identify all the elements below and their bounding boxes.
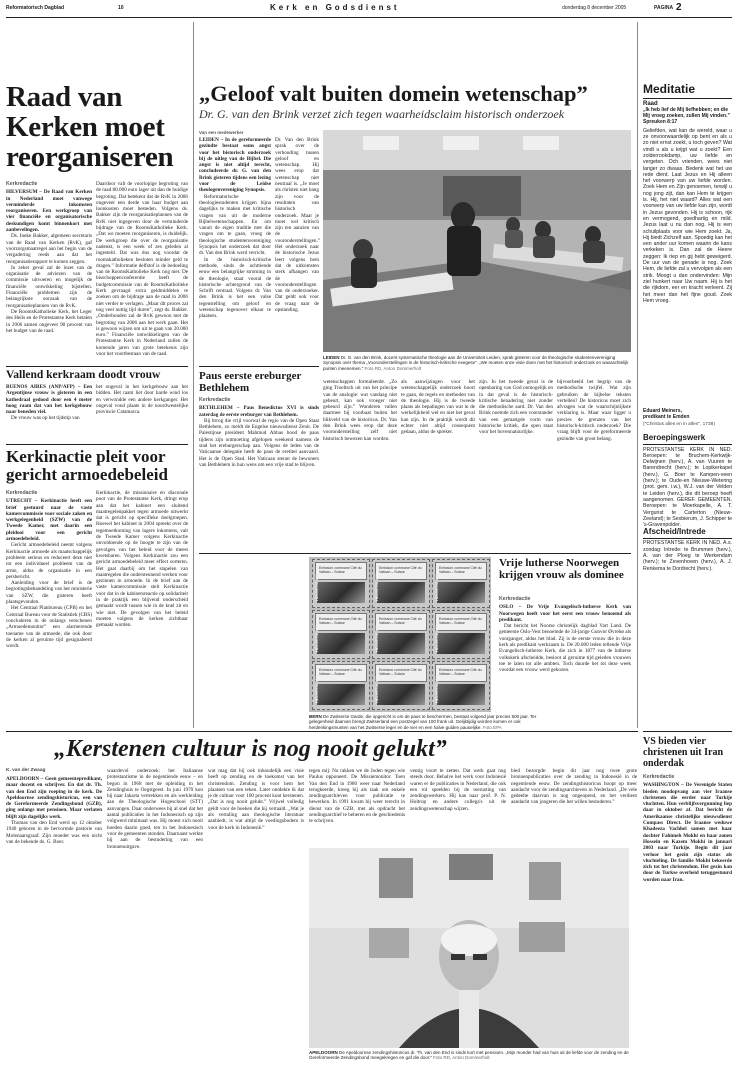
stamps-photo-credit: Foto EPA — [482, 724, 502, 730]
masthead-section: Kerk en Godsdienst — [270, 3, 400, 12]
kerkinactie-rule — [6, 444, 188, 445]
kerstenen-col-1 — [6, 776, 102, 1062]
kerstenen-headline: „Kerstenen cultuur is nog nooit gelukt” — [54, 736, 447, 762]
stamp-picture — [377, 633, 425, 654]
geloof-col4-text: als aanwijzingen voor het wetenschappelijk onderzoek hoort te gaan, de regels en methoden van de theologie. Hij is de tweede plaats als bepalingen van wat in de werkelijkheid wel en niet het geval kan zijn. In de praktijk wordt dit echter niet altijd consequent gedaan, aldus de spreker. — [401, 379, 475, 436]
vallend-p1: De vrouw was op het tijdstip van — [11, 415, 80, 422]
stamp-header — [375, 664, 427, 682]
stamp-header — [315, 664, 367, 682]
meditatie-rule — [643, 98, 732, 99]
afscheid-text: PROTESTANTSE KERK IN NED. A.s. zondag: Intrede: te Brummen (herv.), A. van der Ploeg te Werkendam (herv.); te Zevenhoven (herv.), A. J. Renkema te Dordrecht (herv.). — [643, 540, 732, 572]
stamp-header-text: Emission commune Cité du Vatican – Suisse — [439, 617, 482, 625]
meditatie-title: Meditatie — [643, 82, 696, 96]
vrije-lead: OSLO – De Vrije Evangelisch-lutherse Kerk van Noorwegen heeft voor het eerst een vrouw benoemd als predikant. — [499, 604, 631, 623]
portrait-photo-image — [309, 848, 629, 1048]
stamp — [312, 610, 370, 659]
paus-text: Bij brrog die vrijl voorwal de regio van de Open Staat Bethlehem, zo meldt de Engelse nieuwsdienst Zenit. De Palestijnse president Mahmud Abbas bood de paus tijdens zijn ontmoeting afgelopen weekend namens de stad het ereburgerschap aan. Volgens de leden van de Vaticaanse delegatie heeft de paus de eretitel aanvaard. Het is de Open Stad. Het Vaticaan steunt de bewoners van Bethlehem in hun wens om een vrije stad te blijven. — [199, 417, 319, 468]
kerstenen-col3-text: wat mag dat hij ook inhoudelijk een visie heeft op zending en de toekomst van het christendom. Zending is voor hem het plaatsen van een teken. Later ontdekte ik dat je de cultuur voor 100 procent kunt kerstenen. „Dat is nog nooit gelukt.” Vrijwel volledig geldt voor de boeken die hij vertaald. „Wat je als vertaling aan theologische literatuur aanbiedt, is wat altijd de voedingsbodem is voor de kerk in Indonesië.” — [208, 768, 304, 831]
geloof-col5-text: zijn. In het tweede geval is de openbaring van God onmogelijk en in dat geval is de historisch-kritische benadering niet zonder die methodische aard. Dr. Van den Brink noemde zich een voorstander van een gematigde vorm van historische kritiek, die open staat voor het bovennatuurlijke. — [479, 379, 553, 436]
stamp-picture — [317, 633, 365, 654]
stamp-header — [375, 613, 427, 631]
meditatie-author: Eduard Meiners, — [643, 407, 682, 414]
kerstenen-col4-text: tegen mij: Nu rakken we de Joden tegen wie Paulus opponeert. De Missiemonitor. Toen Van den End in 1980 weer naar Nederland terugkeerde, kreeg hij als taak om enkele zendingsarchieven voor publicatie te bewerken. In 1991 kwam hij weer terecht in dienst van de GZB, met als opdracht het zendingsarchief te beheren en de geschiedenis te schrijven. — [309, 768, 405, 825]
meditatie-verse: „Ik heb lief de Mij liefhebben; en die Mij vroeg zoeken, zullen Mij vinden.” — [643, 106, 730, 119]
stamp-header-text: Emission commune Cité du Vatican – Suisse — [319, 617, 362, 625]
vs-headline: VS bieden vier christenen uit Iran onderdak — [643, 736, 723, 769]
stamp-picture — [437, 684, 485, 705]
masthead-page-number: 2 — [676, 2, 682, 13]
stamp-value: HELVETIA 100 — [374, 675, 379, 703]
stamp-header — [315, 562, 367, 580]
kerstenen-top-rule — [6, 731, 638, 732]
beroepingswerk-rule — [643, 444, 732, 445]
afscheid-body — [643, 540, 732, 584]
afscheid-title: Afscheid/Intrede — [643, 526, 706, 536]
raad-section: Kerkredactie — [6, 181, 38, 187]
meditatie-verse-ref: Spreuken 8:17 — [643, 118, 678, 125]
paus-rule — [199, 366, 319, 367]
kerkinactie-col-1 — [6, 490, 92, 728]
kerkinactie-p3: Het Centraal Planbureau (CPB) en het Centraal Bureau voor de Statistiek (CBS) concluderen in de onlangs verschenen „Armoedemonitor” een alarmerende toename van de armoede, die ook door de kerken al geruime tijd gesignaleerd wordt. — [6, 605, 93, 650]
masthead-page-label: PAGINA — [654, 5, 674, 11]
masthead — [6, 4, 732, 16]
stamp — [372, 610, 430, 659]
kerstenen-col-4 — [309, 768, 405, 844]
vallend-lead: BUENOS AIRES (ANP/AFP) – Een Argentijnse vrouw is gisteren in een kathedraal gedood door een 4 meter hoog raam dat van het kerkgebouw naar beneden viel. — [6, 384, 92, 416]
raad-headline: Raad van Kerken moet reorganiseren — [6, 81, 174, 173]
right-sidebar — [643, 22, 732, 728]
portrait-caption-label: APELDOORN — [309, 1050, 338, 1055]
kerkinactie-p1: Gericht armoedebeleid neemt volgens Kerkinactie armoede als maatschappelijk probleem serieus en reduceert deze niet tot een individueel probleem van de arme, aldus de organisatie in een persbericht. — [6, 542, 92, 580]
geloof-p1: Reformatorische theologiestudenten krijgen bijna dagelijks te maken met kritische vragen van uit de moderne Bijbelwetenschappen. En om vanuit de eigen traditie met die vragen om te gaan, vroeg de theologische studentenvereniging Synopsis het onderzoek dat door dr. Van den Brink werd verricht. — [199, 193, 271, 257]
masthead-left-page: 10 — [118, 5, 124, 11]
raad-col2-text: Daardoor valt de voorlopige begroting van de raad 80.000 euro lager uit dan de huidige begroting. Dat betekent dat de RvK in 2006 ongeveer een derde van haar budget aan loonkosten moet besteden. Volgens ds. Bakker zijn de reorganisatieplannen van de RvK niet ingegeven door de verminderde bijdrage van de RoomsKatholieke Kerk. „Dat we moeten reorganiseren, is duidelijk. De werkgroep die over de reorganisatie nadenkt, is een week of zes geleden al ingesteld. Dat was dus nog voordat de roomskatholieken besloten minder geld te dragen.” Informatie delfstof is de bedoeling van de RoomsKatholieke Kerk nog niet. De bisschoppenconferentie heeft de budgetcommissie van de RoomsKatholieke Kerk gevraagd extra geldmiddelen te zoeken om de bijdrage aan de raad in 2006 niet verder te verlagen. „Maar dit proces zal nog veel nuttig tijd duren”, zegt ds. Bakker. „Onderhouden zal de RvK gewoon met de begroting van 2006 aan het werk gaan. Het is gewoon wijzen om uit te gaan van 20.000 euro.” Financiële ontwikkelingen van de Protestantse Kerk in Nederland zullen de komende jaren van grote betekenis zijn voor het voortbestaan van de raad. — [96, 181, 188, 358]
raad-p1: Ds. Ineke Bakker, algemeen secretaris van de Raad van Kerken (RvK), gaf voorzorgsmaatregel aan het begin van de vergadering reeds aan dat het reorganisatierapport te komen zeggen. — [6, 233, 92, 265]
kerstenen-col2-text: waardevol onderzoek: het Italiaanse protestantisme in de negentiende eeuw – en begon in 1968 met de opleiding in het Zendinghuis te Oegstgeest. In juni 1970 kon hij naar Jakarta vertrekken en als werkleiding aan de Theologische Hogeschool (STT) aanvangen. Daar onderwees hij al snel dat het aantal publicaties in het Indonesisch op zijn volgwerd minimaal was. Hij moest zich nooit hoeden daarin goed, ten in het Indonesisch voor de gemeenten stonden. Daarnaast werkte hij aan de bestudering van een bronnenuitgave. — [107, 768, 203, 850]
portrait-caption-text: De Apeldoornse zendingshistoricus dr. Th. van den End is sinds kort met pensioen. „Mijn moeder had van huis uit de liefde voor de zending en de Gereformeerde Zendingsbond meegekregen en gaf die door.” — [309, 1050, 629, 1061]
portrait-photo-credit: Foto RD, Anton Dommerholt — [433, 1055, 490, 1061]
kerstenen-p1: Thomas van den End werd op 12 oktober 1940 geboren in de hervormde pastorie van Molenaarsgraaf. Zijn moeder was een nicht van de bekende ds. G. Boer. — [6, 820, 102, 845]
stamp-header-text: Emission commune Cité du Vatican – Suisse — [379, 617, 422, 625]
stamp-value: HELVETIA 100 — [314, 675, 319, 703]
vs-rule — [643, 731, 732, 732]
geloof-col6-text: bijvoorbeeld het begrip van de methodische twijfel. Wat zijn gebruiken de bijbelse teksten vertellen? De historicus moet zich afvragen wat de waarschijnlijkste verklaring is. Maar waar ligger u precies de grenzen van het historisch-kritisch onderzoek? Die vraag blijft voor de gereformeerde gezindte van groot belang. — [557, 379, 631, 442]
beroepingswerk-title: Beroepingswerk — [643, 432, 706, 442]
kerstenen-col-2 — [107, 768, 203, 1062]
kerstenen-lead: APELDOORN – Geen gemeentepredikant, maar docent en schrijver. En dat dr. Th. van den End zijn roeping in de kerk. De Apeldoornse zendingshistoricus, een van de Gereformeerde Zendingsbond (GZB), ging onlangs met pensioen. Maar verlaten blijft zijn dagelijks werk. — [6, 776, 102, 820]
stamp — [372, 559, 430, 608]
stamp-header — [435, 562, 487, 580]
raad-p3: De RoomsKatholieke Kerk, het Leger des Heils en de Protestantse Kerk betalen in 2006 samen ongeveer 90 procent van het budget van de raad. — [6, 308, 92, 334]
stamp — [312, 559, 370, 608]
stamp-picture — [437, 582, 485, 603]
stamp — [432, 661, 490, 710]
afscheid-rule — [643, 538, 732, 539]
geloof-col-1 — [199, 137, 271, 363]
kerstenen-col6-text: bied bezorgde: begin dit jaar nog twee grote bronnenpublicaties over de zending in Indonesië in de negentiende eeuw. De zendingshistoricus hoopt op meer aandacht voor de zendingsarchieven in Nederland. „De vele gedeelte daarvan is nog ongeopend, en het verdient aandacht van jongeren die het willen bestuderen.” — [511, 768, 637, 806]
stamp-header-text: Emission commune Cité du Vatican – Suisse — [319, 566, 362, 574]
kerkinactie-p2: Aanleiding voor de brief is de begrotingsbehandeling van het ministerie van SZW, die gisteren heeft plaatsgevonden. — [6, 580, 92, 606]
kerkinactie-col2-text: Kerkinactie, de missionaire en diaconale poot van de Protestantse Kerk, dringt erop aan dat het kabinet een sluitend maatregelenpakket tegen armoede uitwerkt dat is gericht op specifieke doelgroepen. Hoewel het kabinet in 2004 spreekt over de tegemoetkoming van lagere inkomens, valt de Tweede Kamer volgens Kerkinactie onvoldoende op de hoogte te zijn van de gevolgen van het beleid voor de meest kwetsbaren. Volgens Kerkinactie zou een gericht armoedebeleid meer effect sorteren. Het gaat daarbij om het stapelen van maatregelen die ondersteunend werken voor gezinnen in armoede. In de brief aan de vaste kamercommissie stelt Kerkinactie voor dat in de kabinetsreactie op solidariteit in de praktijk een blijvend onderscheid gemaakt wordt tussen wie in de knel zit en wie niet. De gevolgen van het beleid moeten volgens de kerken zichtbaar gemaakt worden. — [96, 490, 188, 629]
stamp-picture — [317, 582, 365, 603]
stamps-rule — [199, 553, 631, 554]
kerkinactie-lead: UTRECHT – Kerkinactie heeft een brief gestuurd naar de vaste kamercommissie voor sociale zaken en werkgelegenheid (SZW) van de Tweede Kamer, met daarin een pleidooi voor een gericht armoedebeleid. — [6, 498, 92, 543]
kerkinactie-section: Kerkredactie — [6, 490, 38, 496]
paus-section: Kerkredactie — [199, 397, 231, 403]
stamp-picture — [377, 684, 425, 705]
geloof-col2-text: Dr. Van den Brink sprak over de verhouding tussen geloof en wetenschap. Hij wees erop dat wetenschap niet neutraal is. „Je moet als christen niet bang zijn voor de resultaten van historisch onderzoek. Maar je moet wel kritisch zijn ten aanzien van de vooronderstellingen.” Het onderzoek naar de historische Jezus leert volgens hem dat de uitkomsten sterk afhangen van de vooronderstellingen van de onderzoeker. Dat geldt ook voor de vraag naar de opstanding. — [275, 137, 321, 314]
vallend-col-2 — [96, 384, 188, 424]
vs-text: WASHINGTON – De Verenigde Staten bieden noodopvang aan vier Iraanse christenen die eerder naar Turkije vluchtten. Hun verblijfsvergunning liep daar in oktober af. Dat bericht de Amerikaanse christelijke nieuwsdienst Compass Direct. De Iraanse weduwe Khadeeza Vachhel samen met haar dochter Fahimeh Mokhi en haar zonen Hossein en Kazem Mokhi in januari 2003 naar Turkije. Begin dit jaar verloor het gezin zijn status als vluchteling. De familie Mokhi bekeerde zich tot het christendom. Het gezin kan door de Turkse overheid teruggestuurd worden naar Iran. — [643, 782, 732, 883]
vrije-body — [499, 596, 631, 714]
stamp — [432, 610, 490, 659]
stamp — [432, 559, 490, 608]
geloof-lead: LEIDEN – In de gereformeerde gezindte bestaat soms angst voor het historisch onderzoek bij de uitleg van de Bijbel. Die angst is niet altijd terecht, concludeerde dr. G. van den Brink gisteren tijdens een lezing voor de Leidse theologenvereniging Synopsis. — [199, 137, 271, 194]
masthead-date: donderdag 8 december 2005 — [562, 5, 627, 11]
vallend-col2-text: het ongeval in het kerkgebouw aan het bidden. Het raam liet door harde wind los en verwondde een andere kerkganger. Het ongeval vond plaats in de noordwestelijke provincie Catamarca. — [96, 384, 188, 416]
kerstenen-col-3 — [208, 768, 304, 1062]
geloof-byline: Van een medewerker — [199, 130, 244, 135]
stamp-sheet — [309, 557, 491, 712]
vrije-text: Dat bericht het Noorse christelijk dagblad Vart Land. De gemeente Oslo-Vest benoemde de 34-jarige Gunvor Øvrebø als voorganger, aldus het blad. Zij is de eerste vrouw die in deze kerk als predikant werkzaam is. De 20.000 leden tellende Vrije Evangelisch-lutherse Kerk, die zich in 1877 van de lutherse volkskerk afscheidde, besloot al geruime tijd geleden vrouwen toe te laten tot alle ambten. Toch duurde het tot deze week voordat een vrouw werd gekozen. — [499, 623, 631, 674]
geloof-p2: In de historisch-kritische methode, sinds de achttiende eeuw een belangrijke stroming in de theologie, staat vooral de historische achtergrond van de Schrift centraal. Volgens dr. Van den Brink is het een valse tegenstelling om geloof en wetenschap tegenover elkaar te plaatsen. — [199, 256, 271, 320]
stamps-caption-text: De Zwitserse Garde, die opgericht is om de paus te beschermen, bestaat volgend jaar precies 500 jaar. Ter gelegenheid daarvan brengt Zwitserland een postzegel van 100 frank uit. Gelijktijdig worden komen er ook herdenkingsmunten van het Zwitserse leger en de vier en een halve gulden pauselijke. — [309, 714, 537, 730]
stamps-caption — [309, 714, 547, 730]
kerstenen-col5-text: ventig voort te zetten. Dat werk gaat nog steeds door. Behalve het werk voor Indonesië waren er de publicaties in Nederland, die ook een rol speelden bij de toerusting van zendingswerkers. Hij kan naar prof. P. N. Holtrop en andere collega's uit de zendingswetenschap wijzen. — [410, 768, 506, 812]
masthead-rule — [6, 17, 732, 18]
meditatie-body — [643, 128, 732, 405]
lecture-photo-caption — [323, 355, 631, 375]
masthead-newspaper: Reformatorisch Dagblad — [6, 5, 65, 11]
stamp-value: HELVETIA 100 — [434, 573, 439, 601]
vallend-headline: Vallend kerkraam doodt vrouw — [6, 369, 161, 381]
stamp-value: HELVETIA 100 — [314, 573, 319, 601]
stamp-header — [315, 613, 367, 631]
geloof-col-4 — [401, 379, 475, 549]
beroepingswerk-text: PROTESTANTSE KERK IN NED. Beroepen: te Bruchem-Kerkwijk-Delwijnen (herv.), A. van Vuuren te Barendrecht (herv.); te Lopikerkapel (herv.), G. Boer te Kampen-veen (herv.); te Oude-en Nieuwe-Wetering (prot. gem. i.w.), W.J. van der Velden te Leiden (herv.), die dit beroep heeft aangenomen. GEREF. GEMEENTEN. Beroepen: te Moerkapelle, A. T. Vergunst te Carterton (Nieuw-Zeeland); te Sexbierum, J. Schipper te 's-Gravenpolder. — [643, 446, 732, 529]
stamp-value: HELVETIA 100 — [434, 624, 439, 652]
kerkinactie-headline: Kerkinactie pleit voor gericht armoedebeleid — [6, 447, 168, 484]
beroepingswerk-body — [643, 446, 732, 529]
column-divider-right — [637, 22, 638, 728]
vs-body — [643, 774, 732, 1062]
stamp-header — [375, 562, 427, 580]
stamp — [312, 661, 370, 710]
raad-col-2 — [96, 181, 188, 363]
meditatie-text: Geliefden, wat kan de wereld, waar u ze onvoorwaardelijk op bent en als u zo niet ernst zoekt, u toch geven? Wat vindt u als u krijgt wat u zoekt? Een zolderrookdamp, uw liefde en vergeten. Och vrienden, wees niet langer zo dwaas. Bedenk wat het uw rede dient. Laat Jezus en Hij alleen het voorwerp van uw liefde worden. Zoek Hem en Zijn genoemen, terwijl u nog jong zijt, dan kan Hem te krijgen is. Hij, het niet waard? Alles wat een voorwerp van uw liefde kan zijn, wordt in Jezus gevonden. Hij is schoon, rijk en vermogend, goedhartig en mild. Jezus laat u nu dan nog. Hij is een schuilplaats voor wie Hem zoekt. Ja, Hij biedt Zichzelf aan. Spoedig kan het een ander uur komen waarin de kans verkeken is. Dan zal de Heere zeggen: Ik riep en gij hebt geweigerd. De uur van de genade is nog. Zoek Hem, de liefde zal u vervolgen als een strik. Moogt u dan ondervinden: Mijn ziel hunkert naar Uw naam. Hij is het die rijkdom, eer en kracht verleent. Zij het meer dan het fijne goud. Zoek Hem vroeg. — [643, 127, 732, 304]
meditatie-author-role: predikant te Emden — [643, 413, 690, 420]
kerstenen-col-5 — [410, 768, 506, 844]
lecture-photo-image — [323, 130, 631, 352]
stamp-picture — [437, 633, 485, 654]
geloof-headline: „Geloof valt buiten domein wetenschap” — [199, 81, 588, 106]
meditatie-subtitle: Raad — [643, 100, 658, 107]
raad-col-1 — [6, 181, 92, 363]
paus-body — [199, 397, 319, 549]
lecture-caption-text: Dr. G. van den Brink, docent systematische theologie aan de Universiteit Leiden, sprak gisteren voor de theologische studentenvereniging Synopsis over thema „Vooronderstellingen in de historisch-kritische exegese”. „We moeten onze visie doen met het historisch onderzoek en waarachtelijk punten meenemen.” — [323, 355, 629, 371]
stamp-header-text: Emission commune Cité du Vatican – Suisse — [319, 668, 362, 676]
vallend-rule — [6, 366, 188, 367]
portrait-photo-caption — [309, 1050, 631, 1064]
geloof-col-3 — [323, 379, 397, 549]
geloof-col3-text: wetenschappen formuleerde. „Zo ging Troeltsch uit van het principe van de analogie: wat vandaag niet gebeurt, kan ook vroeger niet gebeurd zijn.” Wonderen vallen daarmee bij voorbaat buiten het blikveld van de historicus. Dr. Van den Brink wees erop dat deze vooronderstelling zelf niet historisch bewezen kan worden. — [323, 379, 397, 442]
geloof-col-2 — [275, 137, 319, 363]
stamp-header — [435, 664, 487, 682]
geloof-col-5 — [479, 379, 553, 549]
stamp-header-text: Emission commune Cité du Vatican – Suisse — [439, 668, 482, 676]
kerstenen-col-7-spacer — [560, 848, 630, 849]
vallend-col-1 — [6, 384, 92, 424]
geloof-col-6 — [557, 379, 631, 549]
lecture-photo-credit: Foto RD, Anton Dommerholt — [364, 365, 422, 371]
lecture-photo — [323, 130, 631, 352]
vrije-headline: Vrije lutherse Noorwegen krijgen vrouw als dominee — [499, 557, 624, 581]
stamp-picture — [317, 684, 365, 705]
raad-p2: In zeker geval zal de inzet van de organisatie de adviezen van de commissie uitvoeren en mogelijk de financiële ontwikkeling bijstellen. Financiële problemen zijn de belangrijkste oorzaak van de reorganisatieplannen van de RvK. — [6, 264, 92, 309]
stamps-caption-label: BERN — [309, 714, 322, 719]
stamp-value: HELVETIA 100 — [374, 624, 379, 652]
stamp-header-text: Emission commune Cité du Vatican – Suisse — [379, 668, 422, 676]
geloof-subhead: Dr. G. van den Brink verzet zich tegen waarheidsclaim historisch onderzoek — [199, 107, 565, 121]
meditatie-footnote: ("Christus alles en in allen", 1738) — [643, 421, 715, 427]
kerstenen-col-6 — [511, 768, 637, 844]
kerkinactie-col-2 — [96, 490, 188, 728]
stamp-header — [435, 613, 487, 631]
raad-lead: HILVERSUM – De Raad van Kerken in Nederland moet vanwege verminderde inkomsten reorganiseren. Een werkgroep van vier financiële en organisatorische deskundigen komt binnenkort met aanbevelingen. — [6, 189, 92, 234]
stamp-picture — [377, 582, 425, 603]
lecture-caption-label: LEIDEN — [323, 355, 340, 360]
stamp-header-text: Emission commune Cité du Vatican – Suisse — [439, 566, 482, 574]
paus-headline: Paus eerste ereburger Bethlehem — [199, 370, 302, 394]
stamp — [372, 661, 430, 710]
stamp-value: HELVETIA 100 — [434, 675, 439, 703]
vrije-section: Kerkredactie — [499, 596, 531, 602]
kerstenen-byline: K. van der Zwaag — [6, 768, 46, 773]
vs-section: Kerkredactie — [643, 774, 675, 780]
stamp-value: HELVETIA 100 — [314, 624, 319, 652]
stamp-value: HELVETIA 100 — [374, 573, 379, 601]
stamp-header-text: Emission commune Cité du Vatican – Suisse — [379, 566, 422, 574]
column-divider-left — [193, 22, 194, 728]
portrait-photo — [309, 848, 629, 1048]
paus-lead: BETHLEHEM – Paus Benedictus XVI is sinds zaterdag de eerste ereburger van Bethlehem. — [199, 405, 319, 418]
